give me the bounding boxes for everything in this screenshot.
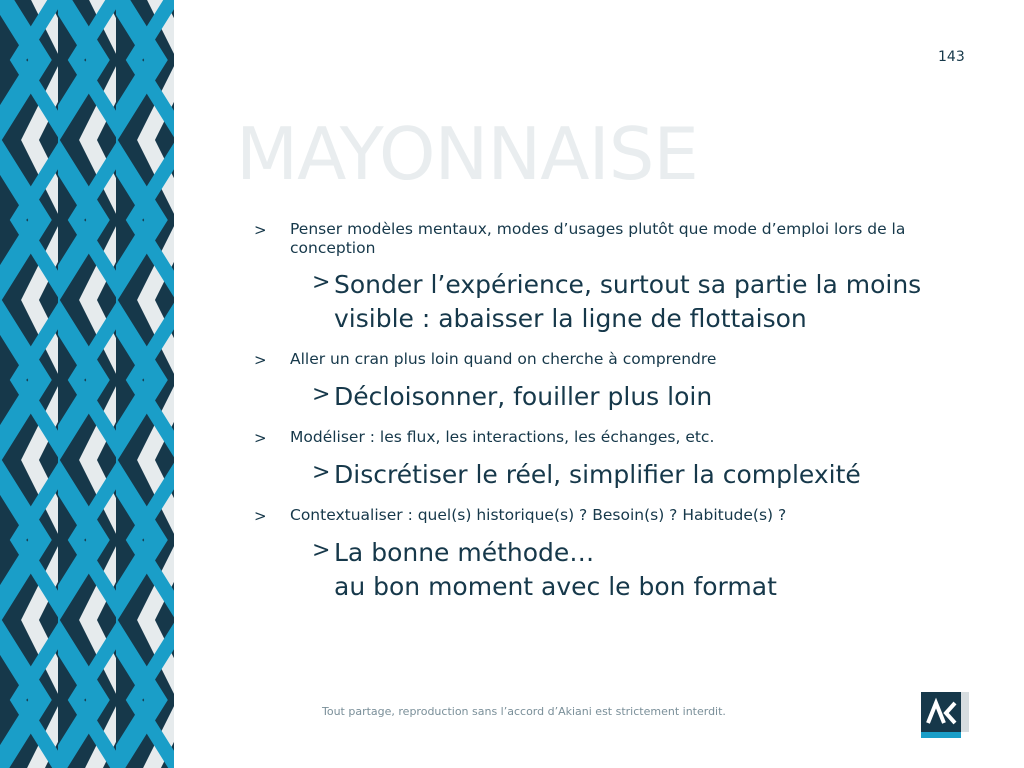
chevron-right-icon: > xyxy=(254,507,267,525)
point-group xyxy=(254,428,964,492)
sub-point-text: La bonne méthode… au bon moment avec le bon format xyxy=(334,538,777,601)
chevron-right-icon: > xyxy=(254,221,267,239)
point-group xyxy=(254,220,964,336)
akiani-logo-icon xyxy=(921,692,969,738)
sub-point-text: Décloisonner, fouiller plus loin xyxy=(334,382,713,411)
point-group xyxy=(254,350,964,414)
main-point-text: Contextualiser : quel(s) historique(s) ? Besoin(s) ? Habitude(s) ? xyxy=(290,506,787,524)
page-number: 143 xyxy=(938,49,965,65)
point-group xyxy=(254,506,964,604)
sub-point-text: Discrétiser le réel, simplifier la complexité xyxy=(334,460,861,489)
main-point xyxy=(254,350,964,370)
main-point-text: Aller un cran plus loin quand on cherche à comprendre xyxy=(290,350,717,368)
chevron-right-icon: > xyxy=(312,382,331,407)
chevron-right-icon: > xyxy=(254,351,267,369)
main-point-text: Modéliser : les flux, les interactions, les échanges, etc. xyxy=(290,428,715,446)
main-point xyxy=(254,220,964,258)
slide-title: MAYONNAISE xyxy=(236,112,698,196)
chevron-right-icon: > xyxy=(312,270,331,295)
copyright-notice: Tout partage, reproduction sans l’accord d’Akiani est strictement interdit. xyxy=(322,705,726,718)
sub-point xyxy=(312,380,964,414)
chevron-right-icon: > xyxy=(312,460,331,485)
chevron-right-icon: > xyxy=(254,429,267,447)
sub-point xyxy=(312,458,964,492)
main-point xyxy=(254,428,964,448)
main-point-text: Penser modèles mentaux, modes d’usages plutôt que mode d’emploi lors de la conception xyxy=(290,220,906,257)
sub-point-text: Sonder l’expérience, surtout sa partie la moins visible : abaisser la ligne de flottaison xyxy=(334,270,922,333)
main-point xyxy=(254,506,964,526)
sub-point xyxy=(312,536,964,604)
decorative-side-pattern xyxy=(0,0,174,768)
chevron-right-icon: > xyxy=(312,538,331,563)
sub-point xyxy=(312,268,964,336)
slide-content xyxy=(254,220,964,618)
